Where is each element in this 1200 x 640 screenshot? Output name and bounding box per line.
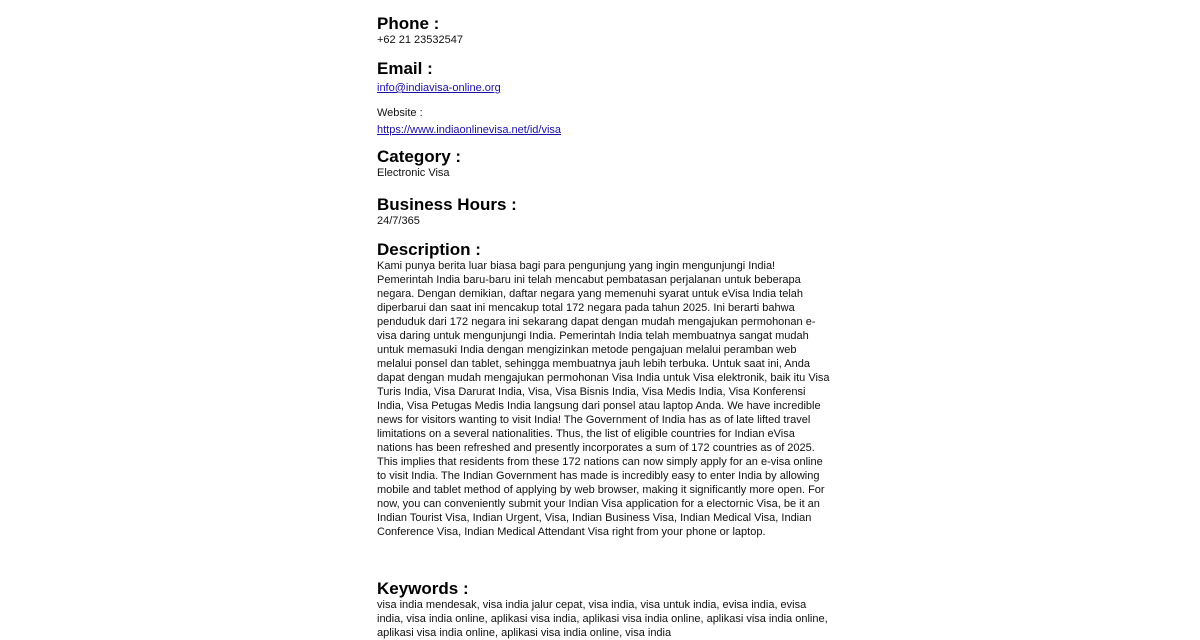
description-text: Kami punya berita luar biasa bagi para pengunjung yang ingin mengunjungi India! Pemerintah India baru-baru ini telah mencabut pembatasan perjalanan untuk beberapa negara. Dengan demikian, daftar negara yang memenuhi syarat untuk eVisa India telah diperbarui dan saat ini mencakup total 172 negara pada tahun 2025. Ini berarti bahwa penduduk dari 172 negara ini sekarang dapat dengan mudah mengajukan permohonan e-visa daring untuk mengunjungi India. Pemerintah India telah membuatnya sangat mudah untuk memasuki India dengan mengizinkan metode pengajuan melalui peramban web melalui ponsel dan tablet, sehingga membuatnya jauh lebih terbuka. Untuk saat ini, Anda dapat dengan mudah mengajukan permohonan Visa India untuk Visa elektronik, baik itu Visa Turis India, Visa Darurat India, Visa, Visa Bisnis India, Visa Medis India, Visa Konferensi India, Visa Petugas Medis India langsung dari ponsel atau laptop Anda. We have incredible news for visitors wanting to visit India! The Government of India has as of late lifted travel limitations on a several nationalities. Thus, the list of eligible countries for Indian eVisa nations has been refreshed and presently incorporates a sum of 172 countries as of 2025. This implies that residents from these 172 nations can now simply apply for an e-visa online to visit India. The Indian Government has made is incredibly easy to enter India by allowing mobile and tablet method of applying by web browser, making it significantly more open. For now, you can conveniently submit your Indian Visa application for a electornic Visa, be it an Indian Tourist Visa, Indian Urgent, Visa, Indian Business Visa, Indian Medical Visa, Indian Conference Visa, Indian Medical Attendant Visa right from your phone or laptop. <box>377 260 830 538</box>
website-section <box>377 106 561 138</box>
category-heading: Category : <box>377 147 462 166</box>
description-section <box>377 240 832 539</box>
email-heading: Email : <box>377 59 433 78</box>
website-label: Website : <box>377 107 423 119</box>
email-link[interactable]: info@indiavisa-online.org <box>377 82 501 94</box>
phone-section <box>377 14 463 47</box>
business-hours-value: 24/7/365 <box>377 215 420 227</box>
keywords-heading: Keywords : <box>377 579 469 598</box>
business-hours-section <box>377 195 517 228</box>
category-value: Electronic Visa <box>377 167 450 179</box>
phone-heading: Phone : <box>377 14 440 33</box>
phone-value: +62 21 23532547 <box>377 34 463 46</box>
website-link[interactable]: https://www.indiaonlinevisa.net/id/visa <box>377 124 562 136</box>
keywords-text: visa india mendesak, visa india jalur cepat, visa india, visa untuk india, evisa india, evisa india, visa india online, aplikasi visa india, aplikasi visa india online, aplikasi visa india online, aplikasi visa india online, aplikasi visa india online, visa india <box>377 599 828 639</box>
business-hours-heading: Business Hours : <box>377 195 517 214</box>
description-heading: Description : <box>377 240 481 259</box>
email-section <box>377 59 501 96</box>
category-section <box>377 147 461 180</box>
keywords-section <box>377 579 832 640</box>
